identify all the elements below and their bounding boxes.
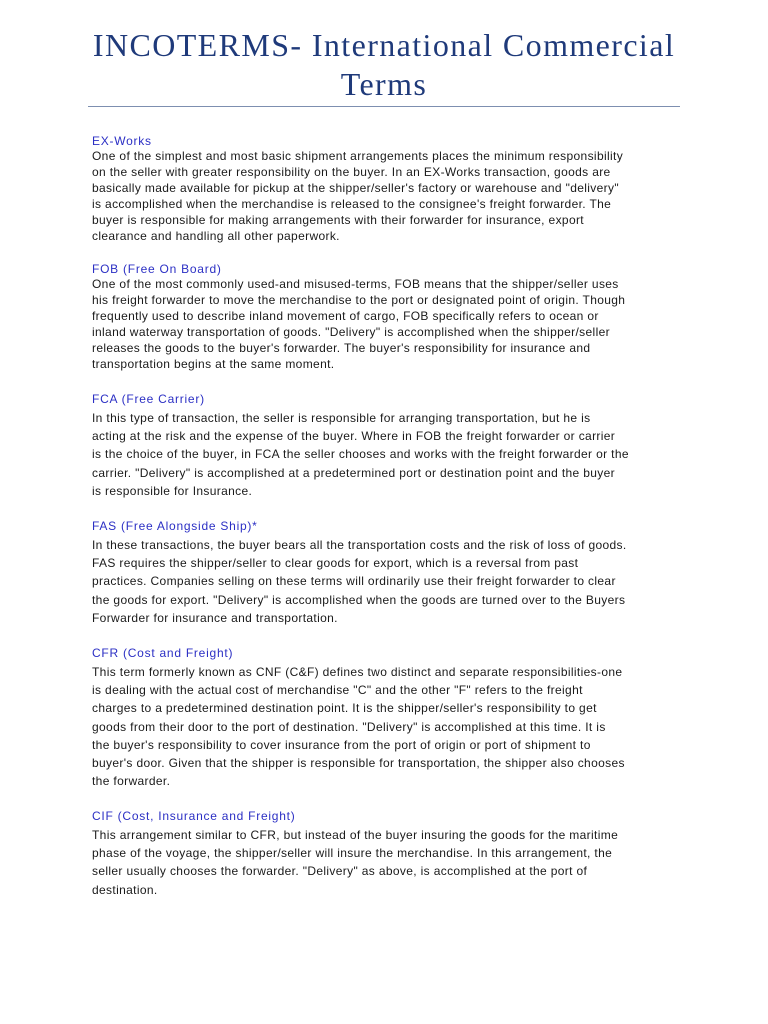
body-line: One of the simplest and most basic shipment arrangements places the minimum responsibility — [92, 149, 624, 163]
body-line: is responsible for Insurance. — [92, 483, 253, 498]
body-line: frequently used to describe inland movement of cargo, FOB specifically refers to ocean or — [92, 308, 599, 323]
section-heading: FCA (Free Carrier) — [92, 392, 205, 406]
section-cfr — [92, 645, 712, 790]
section-body — [92, 826, 712, 899]
section-body — [92, 663, 712, 790]
body-line: phase of the voyage, the shipper/seller will insure the merchandise. In this arrangement, the — [92, 846, 613, 861]
body-line: practices. Companies selling on these terms will ordinarily use their freight forwarder to clear — [92, 574, 616, 589]
section-heading: FOB (Free On Board) — [92, 262, 222, 276]
section-body — [92, 277, 712, 372]
body-line: inland waterway transportation of goods. "Delivery" is accomplished when the shipper/seller — [92, 324, 610, 339]
body-line: Forwarder for insurance and transportation. — [92, 610, 338, 625]
section-heading: EX-Works — [92, 134, 152, 148]
title-line-1: INCOTERMS- International Commercial — [92, 27, 676, 63]
body-line: is the choice of the buyer, in FCA the seller chooses and works with the freight forwarder or the — [92, 447, 629, 462]
body-line: In these transactions, the buyer bears all the transportation costs and the risk of loss of goods. — [92, 538, 627, 552]
body-line: is dealing with the actual cost of merchandise "C" and the other "F" refers to the freight — [92, 683, 583, 698]
body-line: seller usually chooses the forwarder. "Delivery" as above, is accomplished at the port of — [92, 864, 588, 879]
body-line: One of the most commonly used-and misused-terms, FOB means that the shipper/seller uses — [92, 277, 619, 291]
body-line: In this type of transaction, the seller is responsible for arranging transportation, but he is — [92, 411, 591, 425]
body-line: is accomplished when the merchandise is released to the consignee's freight forwarder. The — [92, 196, 612, 211]
body-line: the forwarder. — [92, 774, 171, 789]
section-body — [92, 536, 712, 627]
body-line: basically made available for pickup at the shipper/seller's factory or warehouse and "delivery" — [92, 180, 619, 195]
body-line: the buyer's responsibility to cover insurance from the port of origin or port of shipment to — [92, 737, 591, 752]
body-line: clearance and handling all other paperwork. — [92, 228, 340, 243]
title-line-2: Terms — [340, 66, 428, 102]
section-body — [92, 409, 712, 500]
body-line: buyer is responsible for making arrangements with their forwarder for insurance, export — [92, 212, 584, 227]
section-body — [92, 149, 712, 244]
body-line: This term formerly known as CNF (C&F) defines two distinct and separate responsibilities-one — [92, 665, 623, 679]
body-line: charges to a predetermined destination point. It is the shipper/seller's responsibility to get — [92, 701, 597, 716]
body-line: This arrangement similar to CFR, but instead of the buyer insuring the goods for the maritime — [92, 828, 619, 842]
section-cif — [92, 808, 712, 899]
body-line: his freight forwarder to move the merchandise to the port or designated point of origin. Though — [92, 292, 626, 307]
section-fob — [92, 261, 712, 372]
section-heading: CFR (Cost and Freight) — [92, 646, 234, 660]
body-line: FAS requires the shipper/seller to clear goods for export, which is a reversal from past — [92, 556, 579, 571]
section-heading: FAS (Free Alongside Ship)* — [92, 519, 258, 533]
document-title — [88, 26, 680, 104]
title-divider — [88, 106, 680, 107]
body-line: releases the goods to the buyer's forwarder. The buyer's responsibility for insurance and — [92, 340, 591, 355]
body-line: carrier. "Delivery" is accomplished at a predetermined port or destination point and the buyer — [92, 465, 616, 480]
body-line: transportation begins at the same moment. — [92, 356, 335, 371]
body-line: the goods for export. "Delivery" is accomplished when the goods are turned over to the Buyers — [92, 592, 626, 607]
body-line: acting at the risk and the expense of the buyer. Where in FOB the freight forwarder or carrier — [92, 429, 616, 444]
section-ex-works — [92, 133, 712, 244]
body-line: goods from their door to the port of destination. "Delivery" is accomplished at this time. It is — [92, 719, 606, 734]
body-line: on the seller with greater responsibility on the buyer. In an EX-Works transaction, goods are — [92, 164, 611, 179]
section-fas — [92, 518, 712, 627]
body-line: destination. — [92, 882, 158, 897]
section-fca — [92, 391, 712, 500]
section-heading: CIF (Cost, Insurance and Freight) — [92, 809, 296, 823]
body-line: buyer's door. Given that the shipper is responsible for transportation, the shipper also chooses — [92, 756, 625, 771]
